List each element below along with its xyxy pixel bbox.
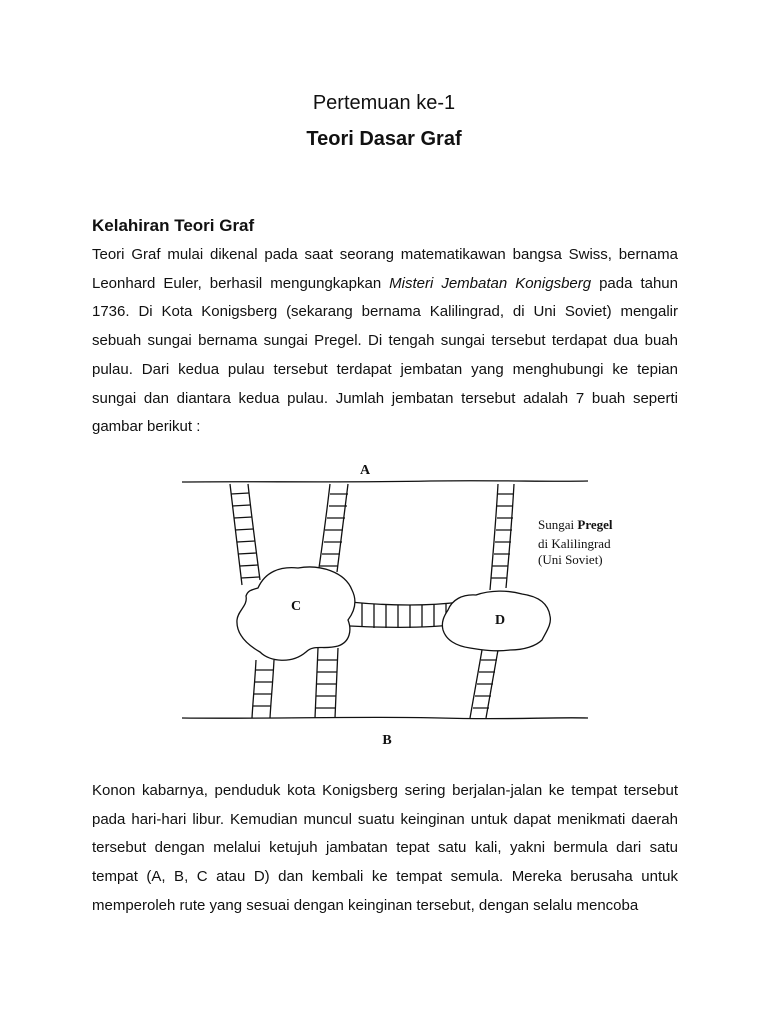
para1-text-after: pada tahun 1736. Di Kota Konigsberg (sekarang bernama Kalilingrad, di Uni Soviet) mengalir sebuah sungai bernama sungai Pregel. Di tengah sungai tersebut terdapat dua buah pulau. Dari kedua pulau tersebut terdapat jembatan yang menghubungi ke tepian sungai dan diantara kedua pulau. Jumlah jembatan tersebut adalah 7 buah seperti gambar berikut : bbox=[92, 274, 678, 436]
caption-line1 bbox=[538, 517, 613, 532]
bridge-d-b bbox=[470, 650, 498, 718]
river-bank-bottom bbox=[182, 717, 588, 718]
bridge-c-b-left bbox=[252, 660, 274, 718]
bridge-a-d bbox=[490, 484, 514, 590]
caption-line2: di Kalilingrad bbox=[538, 536, 611, 551]
label-c: C bbox=[290, 599, 302, 614]
label-b: B bbox=[382, 733, 392, 745]
page-title: Teori Dasar Graf bbox=[306, 128, 462, 150]
label-a: A bbox=[359, 463, 371, 478]
caption-line1-prefix: Sungai bbox=[538, 517, 578, 532]
caption-line1-bold: Pregel bbox=[577, 517, 613, 532]
konigsberg-diagram bbox=[180, 460, 630, 745]
label-d: D bbox=[494, 613, 506, 628]
bridge-c-b-right bbox=[315, 648, 338, 718]
paragraph-intro bbox=[92, 241, 678, 442]
river-bank-top bbox=[182, 481, 588, 482]
caption-line3: (Uni Soviet) bbox=[538, 552, 603, 567]
para1-italic-term: Misteri Jembatan Konigsberg bbox=[389, 274, 592, 292]
bridge-a-c-left bbox=[230, 484, 260, 585]
bridge-a-c-right bbox=[319, 484, 348, 572]
paragraph-story: Konon kabarnya, penduduk kota Konigsberg sering berjalan-jalan ke tempat tersebut pada hari-hari libur. Kemudian muncul suatu keinginan untuk dapat menikmati daerah tersebut dengan melalui ketujuh jambatan tepat satu kali, yakni bermula dari satu tempat (A, B, C atau D) dan kembali ke tempat semula. Mereka berusaha untuk memperoleh rute yang sesuai dengan keinginan tersebut, dengan selalu mencoba bbox=[92, 782, 678, 914]
konigsberg-bridge-figure bbox=[180, 460, 630, 745]
page-subtitle: Pertemuan ke-1 bbox=[312, 92, 456, 114]
section-heading: Kelahiran Teori Graf bbox=[92, 216, 255, 235]
para1-text-before: Teori Graf mulai dikenal pada saat seorang matematikawan bangsa Swiss, bernama Leonhard Euler, berhasil mengungkapkan bbox=[92, 246, 678, 292]
